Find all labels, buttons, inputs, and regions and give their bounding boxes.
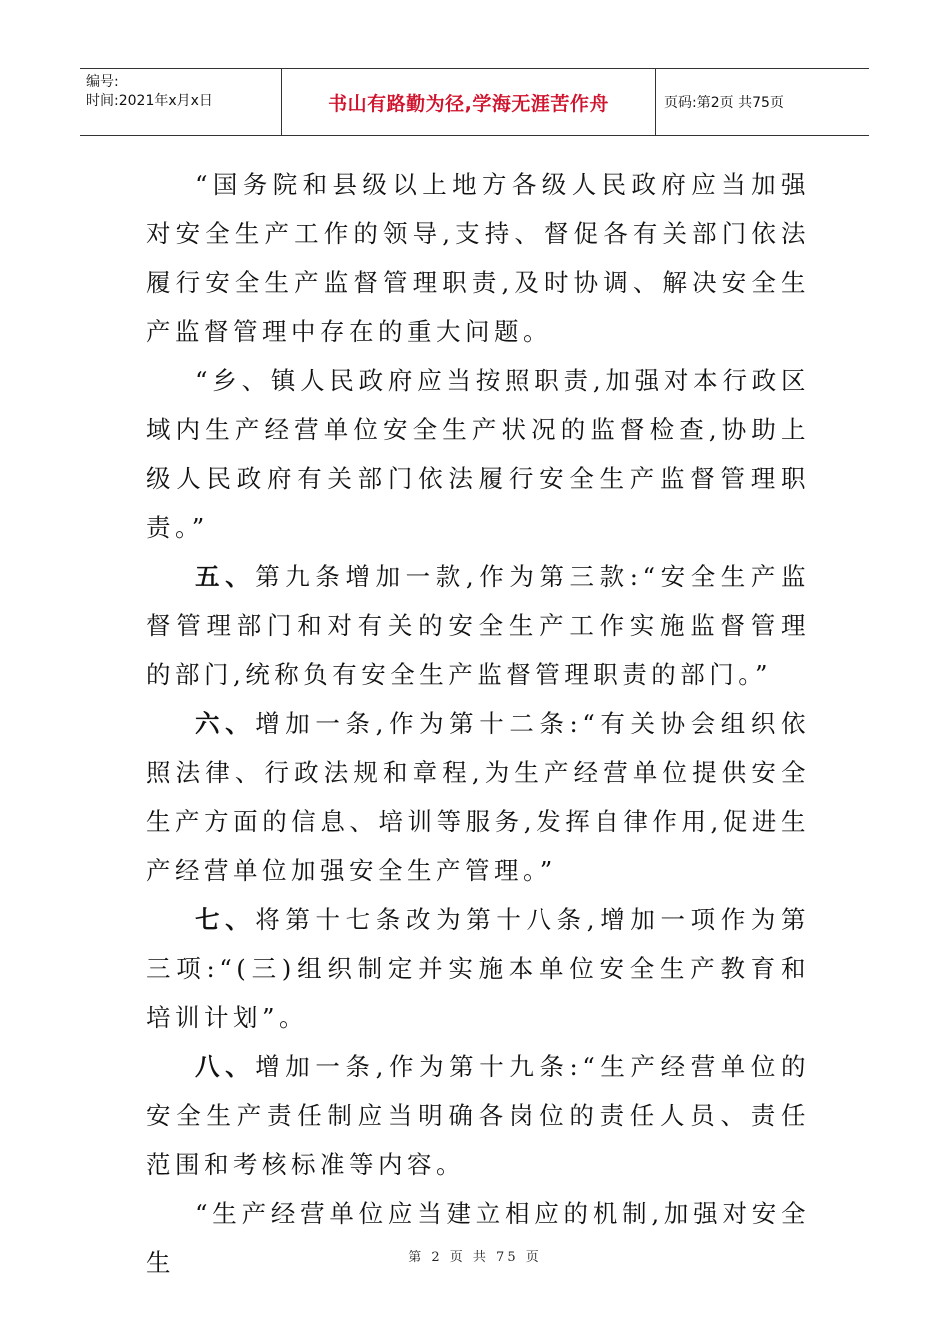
paragraph-4: 六、增加一条,作为第十二条:“有关协会组织依照法律、行政法规和章程,为生产经营单位提供安全生产方面的信息、培训等服务,发挥自律作用,促进生产经营单位加强安全生产管理。” (146, 709, 810, 885)
paragraph-3: 五、第九条增加一款,作为第三款:“安全生产监督管理部门和对有关的安全生产工作实施监督管理的部门,统称负有安全生产监督管理职责的部门。” (146, 562, 810, 689)
paragraph-5: 七、将第十七条改为第十八条,增加一项作为第三项:“(三)组织制定并实施本单位安全生产教育和培训计划”。 (146, 905, 810, 1032)
page-header (80, 68, 869, 136)
paragraph-7: “生产经营单位应当建立相应的机制,加强对安全生 (146, 1199, 810, 1277)
header-motto: 书山有路勤为径,学海无涯苦作舟 (282, 69, 656, 135)
item-number: 七、 (195, 905, 256, 934)
item-number: 八、 (195, 1052, 256, 1081)
page-footer: 第 2 页 共 75 页 (408, 1250, 542, 1265)
item-number: 五、 (195, 562, 256, 591)
time-label: 时间:2021年x月x日 (86, 93, 213, 109)
item-number: 六、 (195, 709, 256, 738)
header-meta (80, 69, 282, 135)
paragraph-1: “国务院和县级以上地方各级人民政府应当加强对安全生产工作的领导,支持、督促各有关部门依法履行安全生产监督管理职责,及时协调、解决安全生产监督管理中存在的重大问题。 (146, 170, 810, 346)
document-body (146, 160, 810, 1287)
header-page-code: 页码:第2页 共75页 (664, 95, 784, 111)
paragraph-2: “乡、镇人民政府应当按照职责,加强对本行政区域内生产经营单位安全生产状况的监督检查,协助上级人民政府有关部门依法履行安全生产监督管理职责。” (146, 366, 810, 542)
paragraph-6: 八、增加一条,作为第十九条:“生产经营单位的安全生产责任制应当明确各岗位的责任人员、责任范围和考核标准等内容。 (146, 1052, 810, 1179)
number-label: 编号: (86, 74, 119, 90)
